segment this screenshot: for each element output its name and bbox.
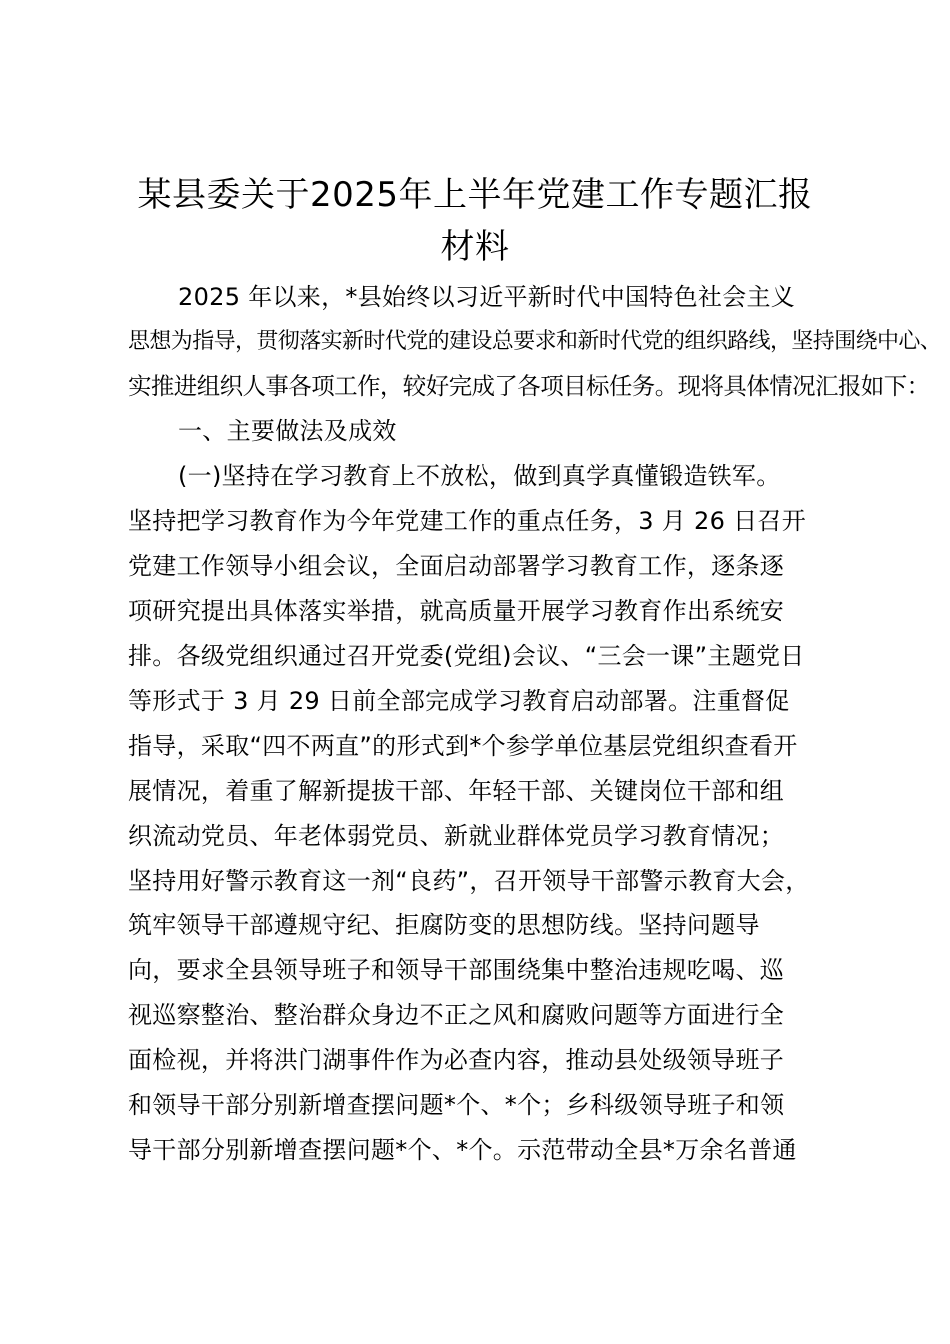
section-heading: 一、主要做法及成效 xyxy=(178,417,397,445)
body-line-6: 坚持把学习教育作为今年党建工作的重点任务，3 月 26 日召开 xyxy=(128,507,806,535)
body-line-16: 向，要求全县领导班子和领导干部围绕集中整治违规吃喝、巡 xyxy=(128,956,785,984)
body-line-2: 思想为指导，贯彻落实新时代党的建设总要求和新时代党的组织路线，坚持围绕中心、 xyxy=(128,329,942,354)
body-line-1: 2025 年以来，*县始终以习近平新时代中国特色社会主义 xyxy=(178,283,796,311)
subsection-heading: (一)坚持在学习教育上不放松，做到真学真懂锻造铁军。 xyxy=(178,462,781,490)
body-line-14: 坚持用好警示教育这一剂“良药”，召开领导干部警示教育大会， xyxy=(128,867,810,895)
body-line-17: 视巡察整治、整治群众身边不正之风和腐败问题等方面进行全 xyxy=(128,1001,785,1029)
body-line-10: 等形式于 3 月 29 日前全部完成学习教育启动部署。注重督促 xyxy=(128,687,790,715)
document-title-line-1: 某县委关于2025年上半年党建工作专题汇报 xyxy=(137,175,813,215)
body-line-11: 指导，采取“四不两直”的形式到*个参学单位基层党组织查看开 xyxy=(128,732,798,760)
body-line-19: 和领导干部分别新增查摆问题*个、*个；乡科级领导班子和领 xyxy=(128,1091,785,1119)
body-line-13: 织流动党员、年老体弱党员、新就业群体党员学习教育情况； xyxy=(128,822,785,850)
document-title-line-2: 材料 xyxy=(440,227,510,267)
body-line-7: 党建工作领导小组会议，全面启动部署学习教育工作，逐条逐 xyxy=(128,552,785,580)
body-line-15: 筑牢领导干部遵规守纪、拒腐防变的思想防线。坚持问题导 xyxy=(128,911,760,939)
body-line-20: 导干部分别新增查摆问题*个、*个。示范带动全县*万余名普通 xyxy=(128,1136,797,1164)
body-line-18: 面检视，并将洪门湖事件作为必查内容，推动县处级领导班子 xyxy=(128,1046,785,1074)
body-line-12: 展情况，着重了解新提拔干部、年轻干部、关键岗位干部和组 xyxy=(128,777,785,805)
body-line-3: 实推进组织人事各项工作，较好完成了各项目标任务。现将具体情况汇报如下： xyxy=(128,372,930,400)
body-line-9: 排。各级党组织通过召开党委(党组)会议、“三会一课”主题党日 xyxy=(128,642,805,670)
body-line-8: 项研究提出具体落实举措，就高质量开展学习教育作出系统安 xyxy=(128,597,785,625)
